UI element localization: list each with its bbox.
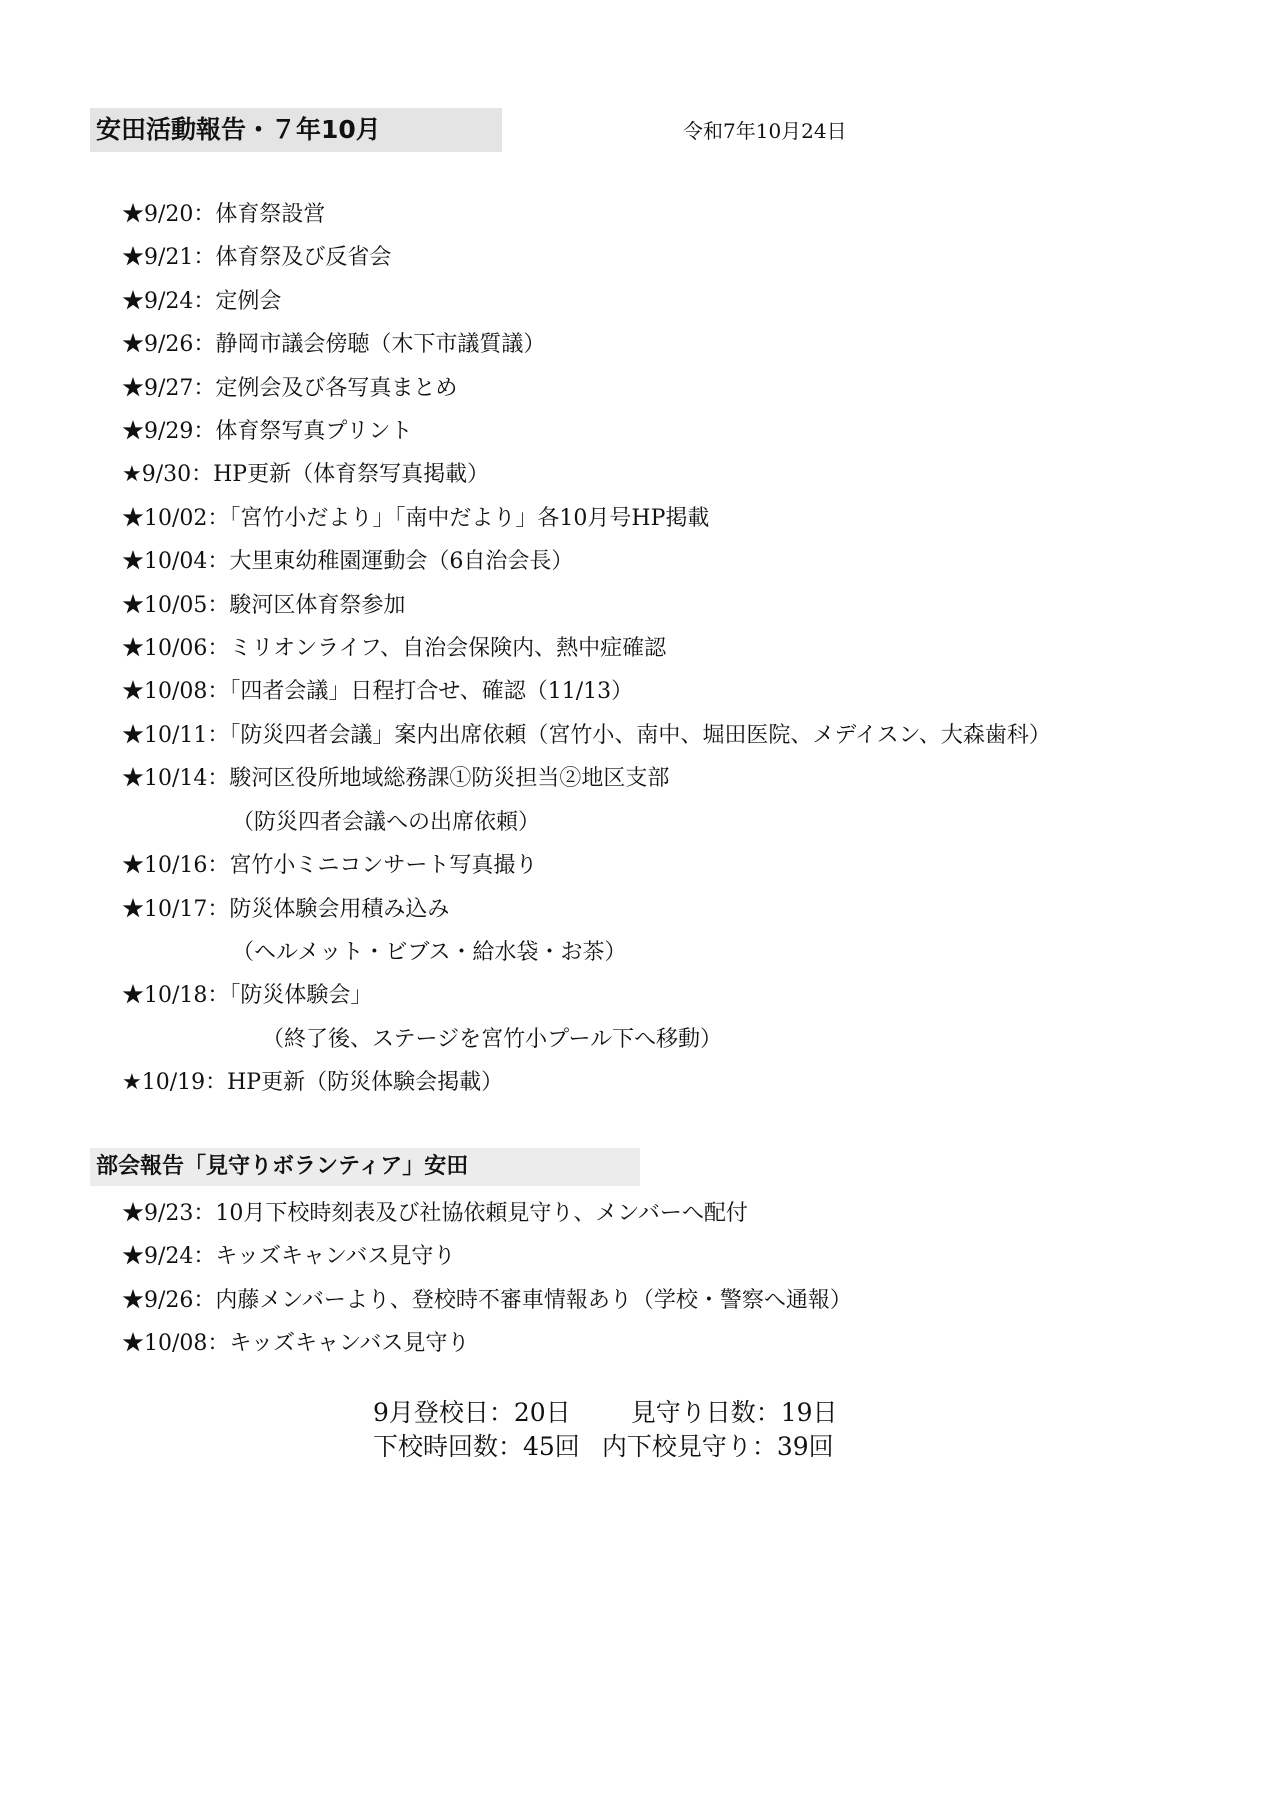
- activity-line: ★9/30：HP更新（体育祭写真掲載）: [122, 462, 490, 488]
- activity-item: [122, 540, 1051, 583]
- activity-line: ★9/26：静岡市議会傍聴（木下市議質議）: [122, 332, 546, 358]
- report-title: 安田活動報告・７年10月: [90, 108, 502, 152]
- activity-list: [122, 193, 1051, 1105]
- bukai-list: [122, 1192, 852, 1366]
- bukai-item: ★10/08：キッズキャンバス見守り: [122, 1331, 470, 1357]
- activity-line: （ヘルメット・ビブス・給水袋・お茶）: [232, 939, 627, 965]
- activity-line: ★9/20：体育祭設営: [122, 202, 326, 227]
- bukai-section-title: 部会報告「見守りボランティア」安田: [90, 1148, 640, 1186]
- activity-line: ★10/06：ミリオンライフ、自治会保険内、熱中症確認: [122, 636, 667, 662]
- activity-line: ★9/29：体育祭写真プリント: [122, 419, 413, 445]
- activity-item: [122, 757, 1051, 800]
- activity-item: [122, 410, 1051, 453]
- dismissal-watch: 内下校見守り：39回: [601, 1432, 834, 1461]
- activity-line: （防災四者会議への出席依頼）: [232, 809, 541, 835]
- activity-line: ★10/04：大里東幼稚園運動会（6自治会長）: [122, 549, 574, 575]
- activity-item: [122, 844, 1051, 887]
- activity-item: [122, 714, 1051, 757]
- activity-item: [122, 193, 1051, 236]
- watch-days: 見守り日数：19日: [630, 1398, 838, 1427]
- activity-item: [122, 1061, 1051, 1104]
- school-days: 9月登校日：20日: [373, 1398, 571, 1427]
- activity-line: ★10/14：駿河区役所地域総務課①防災担当②地区支部: [122, 766, 670, 792]
- activity-line: ★10/19：HP更新（防災体験会掲載）: [122, 1070, 504, 1096]
- activity-item: [122, 974, 1051, 1017]
- activity-item: [122, 367, 1051, 410]
- summary-row-2: [373, 1430, 838, 1464]
- activity-line: ★10/17：防災体験会用積み込み: [122, 896, 450, 922]
- activity-line: ★9/21：体育祭及び反省会: [122, 245, 392, 271]
- activity-line: ★10/05：駿河区体育祭参加: [122, 592, 406, 618]
- activity-continuation: [122, 801, 1051, 844]
- bukai-item: ★9/26：内藤メンバーより、登校時不審車情報あり（学校・警察へ通報）: [122, 1287, 852, 1313]
- activity-item: [122, 280, 1051, 323]
- activity-line: ★9/27：定例会及び各写真まとめ: [122, 375, 458, 401]
- activity-line: ★10/16：宮竹小ミニコンサート写真撮り: [122, 853, 538, 879]
- activity-item: [122, 670, 1051, 713]
- bukai-item: ★9/23：10月下校時刻表及び社協依頼見守り、メンバーへ配付: [122, 1201, 748, 1226]
- activity-line: （終了後、ステージを宮竹小プール下へ移動）: [262, 1026, 723, 1052]
- dismissal-count: 下校時回数：45回: [373, 1432, 580, 1461]
- activity-line: ★10/02：「宮竹小だより」「南中だより」各10月号HP掲載: [122, 505, 710, 531]
- activity-line: ★10/08：「四者会議」日程打合せ、確認（11/13）: [122, 679, 634, 705]
- activity-item: [122, 453, 1051, 496]
- activity-item: [122, 323, 1051, 366]
- activity-line: ★10/18：「防災体験会」: [122, 983, 373, 1009]
- summary-row-1: [373, 1396, 838, 1430]
- activity-continuation: [122, 931, 1051, 974]
- activity-item: [122, 236, 1051, 279]
- activity-line: ★9/24：定例会: [122, 288, 282, 314]
- activity-item: [122, 627, 1051, 670]
- activity-continuation: [122, 1018, 1051, 1061]
- report-date: 令和7年10月24日: [683, 119, 847, 143]
- activity-item: [122, 584, 1051, 627]
- bukai-item: ★9/24：キッズキャンバス見守り: [122, 1244, 456, 1270]
- watch-summary: [373, 1396, 838, 1464]
- activity-line: ★10/11：「防災四者会議」案内出席依頼（宮竹小、南中、堀田医院、メデイスン、大森歯科）: [122, 722, 1051, 748]
- activity-item: [122, 497, 1051, 540]
- activity-item: [122, 888, 1051, 931]
